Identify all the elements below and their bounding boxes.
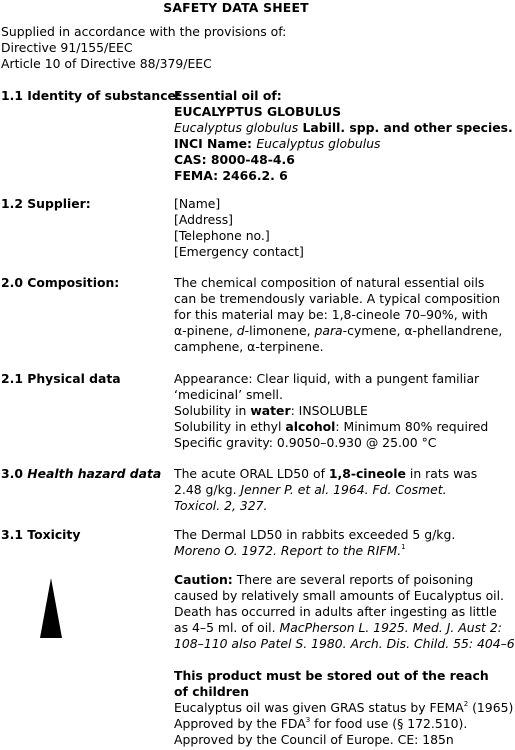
text-line: for this material may be: 1,8-cineole 70–90%, with bbox=[174, 307, 488, 322]
text-span: 1,8-cineole bbox=[328, 466, 406, 481]
species-note: Labill. spp. and other species. bbox=[298, 120, 513, 135]
supplier-name: [Name] bbox=[174, 196, 221, 211]
inci-value: Eucalyptus globulus bbox=[256, 136, 381, 151]
fema-number: FEMA: 2466.2. 6 bbox=[174, 168, 288, 183]
text-line: Death has occurred in adults after ingesting as little bbox=[174, 604, 497, 619]
text-line bbox=[174, 466, 478, 482]
cas-number: CAS: 8000-48-4.6 bbox=[174, 152, 295, 167]
text-span: alcohol bbox=[285, 419, 336, 434]
document-title: SAFETY DATA SHEET bbox=[163, 0, 309, 15]
text-line bbox=[174, 620, 502, 636]
section-label bbox=[1, 466, 161, 482]
text-span: d bbox=[236, 323, 245, 338]
text-line: ‘medicinal’ smell. bbox=[174, 387, 283, 402]
section-body bbox=[174, 275, 503, 355]
text-line: Specific gravity: 0.9050–0.930 @ 25.00 °C bbox=[174, 435, 437, 450]
text-line bbox=[174, 482, 472, 498]
text-span: MacPherson L. 1925. Med. J. Aust 2: bbox=[279, 620, 502, 635]
text-span: para bbox=[314, 323, 343, 338]
text-span: -cymene, α-phellandrene, bbox=[342, 323, 503, 338]
text-span: Approved by the FDA bbox=[174, 716, 306, 731]
text-span: 2.48 g/kg. bbox=[174, 482, 241, 497]
intro-line: Supplied in accordance with the provisions of: bbox=[1, 24, 287, 39]
text-line: This product must be stored out of the reach bbox=[174, 668, 489, 683]
text-span: 3.0 bbox=[1, 466, 28, 481]
section-body bbox=[174, 88, 513, 184]
warning-triangle-icon bbox=[40, 578, 62, 638]
section-label: 1.2 Supplier: bbox=[1, 196, 91, 211]
text-line: Essential oil of: bbox=[174, 88, 282, 103]
intro-block bbox=[1, 24, 286, 72]
supplier-address: [Address] bbox=[174, 212, 234, 227]
text-line bbox=[174, 700, 514, 716]
text-line: can be tremendously variable. A typical composition bbox=[174, 291, 501, 306]
text-line bbox=[174, 323, 503, 339]
text-span: Eucalyptus oil was given GRAS status by FEMA bbox=[174, 700, 464, 715]
text-line bbox=[174, 543, 472, 559]
substance-name: EUCALYPTUS GLOBULUS bbox=[174, 104, 342, 119]
section-label: 1.1 Identity of substance: bbox=[1, 88, 181, 103]
text-line bbox=[174, 572, 472, 588]
text-span: α-pinene, bbox=[174, 323, 237, 338]
section-body bbox=[174, 466, 478, 514]
text-span: as 4–5 ml. of oil. bbox=[174, 620, 280, 635]
section-body bbox=[174, 527, 472, 559]
intro-line: Article 10 of Directive 88/379/EEC bbox=[1, 56, 212, 71]
text-line: The Dermal LD50 in rabbits exceeded 5 g/kg. bbox=[174, 527, 456, 542]
text-span: water bbox=[250, 403, 291, 418]
text-line: caused by relatively small amounts of Eucalyptus oil. bbox=[174, 588, 504, 603]
species-name: Eucalyptus globulus bbox=[174, 120, 299, 135]
text-span: -limonene, bbox=[244, 323, 315, 338]
caution-label: Caution: bbox=[174, 572, 233, 587]
footnote-marker: 2 bbox=[463, 700, 469, 708]
text-line: 108–110 also Patel S. 1980. Arch. Dis. Child. 55: 404–6 bbox=[174, 636, 515, 651]
text-span: There are several reports of poisoning bbox=[232, 572, 474, 587]
text-span: : Minimum 80% required bbox=[335, 419, 489, 434]
section-body bbox=[174, 572, 515, 652]
text-line: Approved by the Council of Europe. CE: 185n bbox=[174, 732, 454, 747]
text-span: Jenner P. et al. 1964. Fd. Cosmet. bbox=[240, 482, 447, 497]
text-span: Solubility in bbox=[174, 403, 251, 418]
text-span: Moreno O. 1972. Report to the RIFM. bbox=[174, 543, 402, 558]
footnote-marker: 3 bbox=[305, 716, 311, 724]
text-span: in rats was bbox=[405, 466, 478, 481]
text-line bbox=[174, 120, 513, 136]
section-label: 3.1 Toxicity bbox=[1, 527, 81, 542]
section-body bbox=[174, 371, 489, 451]
section-body bbox=[174, 668, 514, 748]
text-span: (1965) bbox=[468, 700, 514, 715]
text-span: The acute ORAL LD50 of bbox=[174, 466, 329, 481]
text-span: : INSOLUBLE bbox=[290, 403, 368, 418]
text-line: The chemical composition of natural essential oils bbox=[174, 275, 485, 290]
section-label: 2.0 Composition: bbox=[1, 275, 120, 290]
text-line: Appearance: Clear liquid, with a pungent familiar bbox=[174, 371, 480, 386]
supplier-telephone: [Telephone no.] bbox=[174, 228, 270, 243]
section-body bbox=[174, 196, 472, 260]
text-span: Solubility in ethyl bbox=[174, 419, 286, 434]
text-line bbox=[174, 419, 489, 435]
text-line bbox=[174, 403, 472, 419]
text-span: for food use (§ 172.510). bbox=[310, 716, 468, 731]
text-line: camphene, α-terpinene. bbox=[174, 339, 324, 354]
text-line: Toxicol. 2, 327. bbox=[174, 498, 268, 513]
inci-label: INCI Name: bbox=[174, 136, 257, 151]
intro-line: Directive 91/155/EEC bbox=[1, 40, 133, 55]
text-line bbox=[174, 136, 472, 152]
text-span: Health hazard data bbox=[27, 466, 162, 481]
text-line: of children bbox=[174, 684, 250, 699]
supplier-emergency-contact: [Emergency contact] bbox=[174, 244, 304, 259]
section-label: 2.1 Physical data bbox=[1, 371, 121, 386]
text-line bbox=[174, 716, 472, 732]
footnote-marker: 1 bbox=[401, 543, 406, 551]
